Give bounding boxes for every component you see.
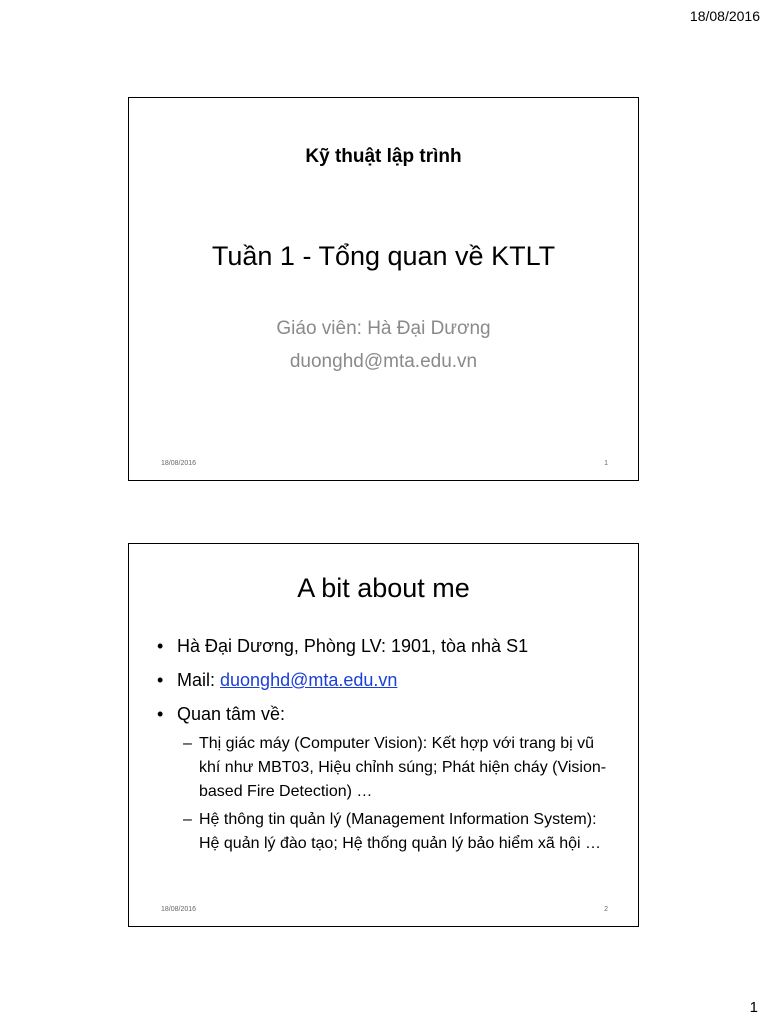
slide-2 xyxy=(128,543,639,927)
dash-icon: – xyxy=(183,811,192,828)
page-date: 18/08/2016 xyxy=(689,8,760,24)
sub-item-text: Thị giác máy (Computer Vision): Kết hợp với trang bị vũ khí như MBT03, Hiệu chỉnh súng; Phát hiện cháy (Vision-based Fire Detection) … xyxy=(199,735,607,800)
bullet-item-name-office xyxy=(155,634,618,658)
slide-footer-date: 18/08/2016 xyxy=(161,906,197,913)
sub-item-computer-vision xyxy=(155,732,618,804)
bullet-list xyxy=(155,634,618,860)
slide-footer-date: 18/08/2016 xyxy=(161,460,197,467)
bullet-icon: • xyxy=(157,670,164,690)
mail-label: Mail: xyxy=(177,670,221,690)
teacher-name: Giáo viên: Hà Đại Dương xyxy=(276,318,491,339)
bullet-text: Hà Đại Dương, Phòng LV: 1901, tòa nhà S1 xyxy=(177,636,529,656)
bullet-text: Quan tâm về: xyxy=(177,704,286,724)
sub-item-text: Hệ thông tin quản lý (Management Information System): Hệ quản lý đào tạo; Hệ thống quản lý bảo hiểm xã hội … xyxy=(199,811,602,852)
page-number: 1 xyxy=(749,999,758,1016)
slide-footer-number: 1 xyxy=(604,460,608,467)
slide-1 xyxy=(128,97,639,481)
slide-title: A bit about me xyxy=(297,573,470,603)
course-title: Kỹ thuật lập trình xyxy=(305,146,462,167)
dash-icon: – xyxy=(183,735,192,752)
interest-sublist xyxy=(155,732,618,856)
bullet-icon: • xyxy=(157,636,164,656)
slide-title: Tuần 1 - Tổng quan về KTLT xyxy=(211,241,556,271)
teacher-email: duonghd@mta.edu.vn xyxy=(289,351,478,372)
bullet-icon: • xyxy=(157,704,164,724)
bullet-item-mail xyxy=(155,668,618,692)
bullet-item-interests xyxy=(155,702,618,726)
email-link[interactable]: duonghd@mta.edu.vn xyxy=(220,670,398,690)
sub-item-mis xyxy=(155,808,618,856)
slide-footer-number: 2 xyxy=(604,906,608,913)
